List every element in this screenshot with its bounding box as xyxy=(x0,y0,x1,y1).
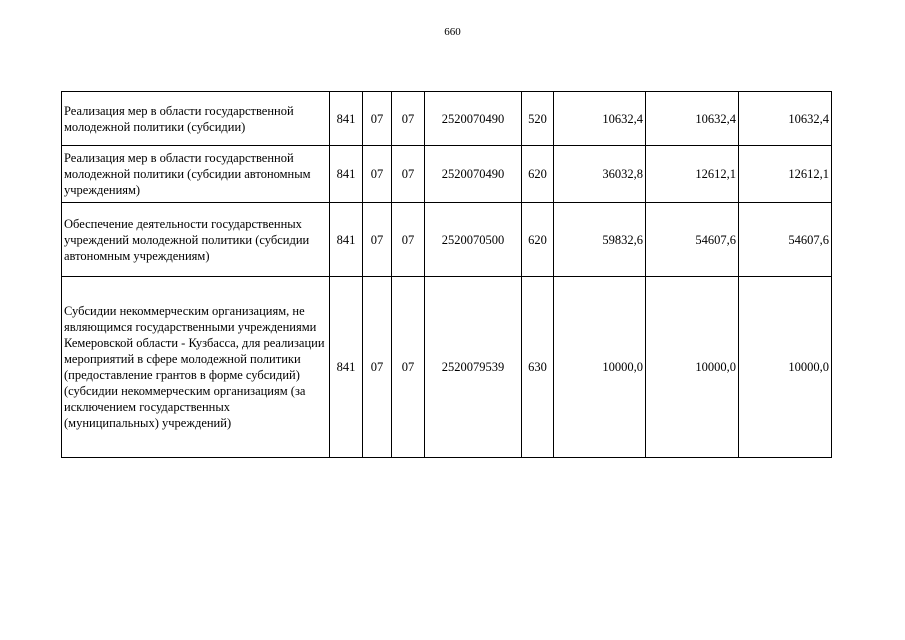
section-code: 07 xyxy=(363,92,392,146)
subsection-code: 07 xyxy=(392,277,425,458)
target-article-code: 2520070500 xyxy=(425,203,522,277)
amount-2: 12612,1 xyxy=(646,146,739,203)
amount-3: 54607,6 xyxy=(739,203,832,277)
expense-type-code: 630 xyxy=(522,277,554,458)
section-code: 07 xyxy=(363,203,392,277)
target-article-code: 2520070490 xyxy=(425,146,522,203)
expense-type-code: 520 xyxy=(522,92,554,146)
ministry-code: 841 xyxy=(330,203,363,277)
subsection-code: 07 xyxy=(392,146,425,203)
page-number: 660 xyxy=(444,26,461,38)
table-row xyxy=(62,203,832,277)
row-name: Субсидии некоммерческим организациям, не являющимся государственными учреждениями Кемеровской области - Кузбасса, для реализации мероприятий в сфере молодежной политики (предоставление грантов в форме субсидий) (субсидии некоммерческим организациям (за исключением государственных (муниципальных) учреждений) xyxy=(62,277,330,458)
budget-table xyxy=(61,91,832,458)
table-row xyxy=(62,277,832,458)
amount-3: 12612,1 xyxy=(739,146,832,203)
target-article-code: 2520079539 xyxy=(425,277,522,458)
ministry-code: 841 xyxy=(330,146,363,203)
amount-1: 10000,0 xyxy=(554,277,646,458)
amount-1: 10632,4 xyxy=(554,92,646,146)
amount-2: 10000,0 xyxy=(646,277,739,458)
row-name: Обеспечение деятельности государственных учреждений молодежной политики (субсидии автономным учреждениям) xyxy=(62,203,330,277)
amount-2: 54607,6 xyxy=(646,203,739,277)
row-name: Реализация мер в области государственной молодежной политики (субсидии автономным учреждениям) xyxy=(62,146,330,203)
target-article-code: 2520070490 xyxy=(425,92,522,146)
amount-2: 10632,4 xyxy=(646,92,739,146)
ministry-code: 841 xyxy=(330,277,363,458)
ministry-code: 841 xyxy=(330,92,363,146)
amount-1: 36032,8 xyxy=(554,146,646,203)
subsection-code: 07 xyxy=(392,92,425,146)
expense-type-code: 620 xyxy=(522,146,554,203)
table-row xyxy=(62,146,832,203)
amount-3: 10000,0 xyxy=(739,277,832,458)
amount-1: 59832,6 xyxy=(554,203,646,277)
section-code: 07 xyxy=(363,146,392,203)
section-code: 07 xyxy=(363,277,392,458)
amount-3: 10632,4 xyxy=(739,92,832,146)
expense-type-code: 620 xyxy=(522,203,554,277)
row-name: Реализация мер в области государственной молодежной политики (субсидии) xyxy=(62,92,330,146)
subsection-code: 07 xyxy=(392,203,425,277)
table-row xyxy=(62,92,832,146)
